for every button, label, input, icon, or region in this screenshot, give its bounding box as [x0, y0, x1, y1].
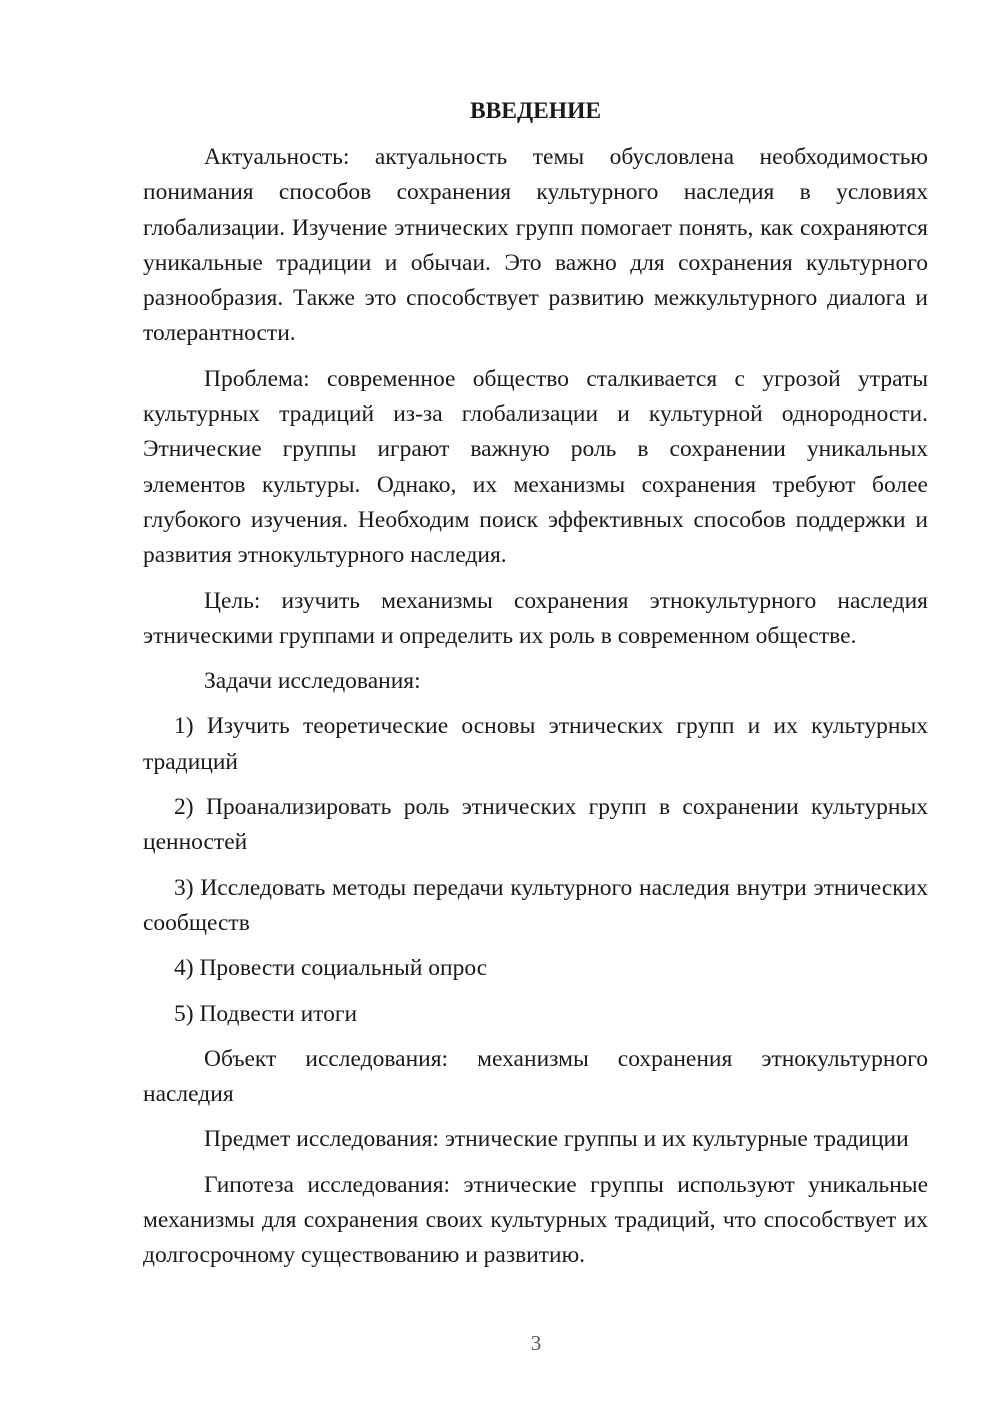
task-item: 2) Проанализировать роль этнических групп в сохранении культурных ценностей — [143, 794, 928, 856]
relevance-paragraph: Актуальность: актуальность темы обусловлена необходимостью понимания способов сохранения культурного наследия в условиях глобализации. Изучение этнических групп помогает понять, как сохраняются уникальные традиции и обычаи. Это важно для сохранения культурного разнообразия. Также это способствует развитию межкультурного диалога и толерантности. — [143, 144, 928, 347]
page-content — [143, 92, 928, 1284]
page-title: ВВЕДЕНИЕ — [469, 98, 602, 124]
subject-paragraph: Предмет исследования: этнические группы и их культурные традиции — [204, 1126, 909, 1153]
hypothesis-paragraph: Гипотеза исследования: этнические группы используют уникальные механизмы для сохранения своих культурных традиций, что способствует их долгосрочному существованию и развитию. — [143, 1171, 928, 1269]
tasks-heading: Задачи исследования: — [204, 668, 421, 695]
task-item: 5) Подвести итоги — [174, 1000, 358, 1027]
task-item: 3) Исследовать методы передачи культурного наследия внутри этнических сообществ — [143, 874, 928, 936]
object-paragraph: Объект исследования: механизмы сохранения этнокультурного наследия — [143, 1045, 928, 1108]
task-item: 1) Изучить теоретические основы этнических групп и их культурных традиций — [143, 713, 928, 775]
goal-paragraph: Цель: изучить механизмы сохранения этнокультурного наследия этническими группами и определить их роль в современном обществе. — [143, 587, 928, 649]
problem-paragraph: Проблема: современное общество сталкивается с угрозой утраты культурных традиций из-за глобализации и культурной однородности. Этнические группы играют важную роль в сохранении уникальных элементов культуры. Однако, их механизмы сохранения требуют более глубокого изучения. Необходим поиск эффективных способов поддержки и развития этнокультурного наследия. — [143, 365, 928, 569]
task-item: 4) Провести социальный опрос — [174, 955, 488, 982]
page-number: 3 — [530, 1331, 542, 1355]
